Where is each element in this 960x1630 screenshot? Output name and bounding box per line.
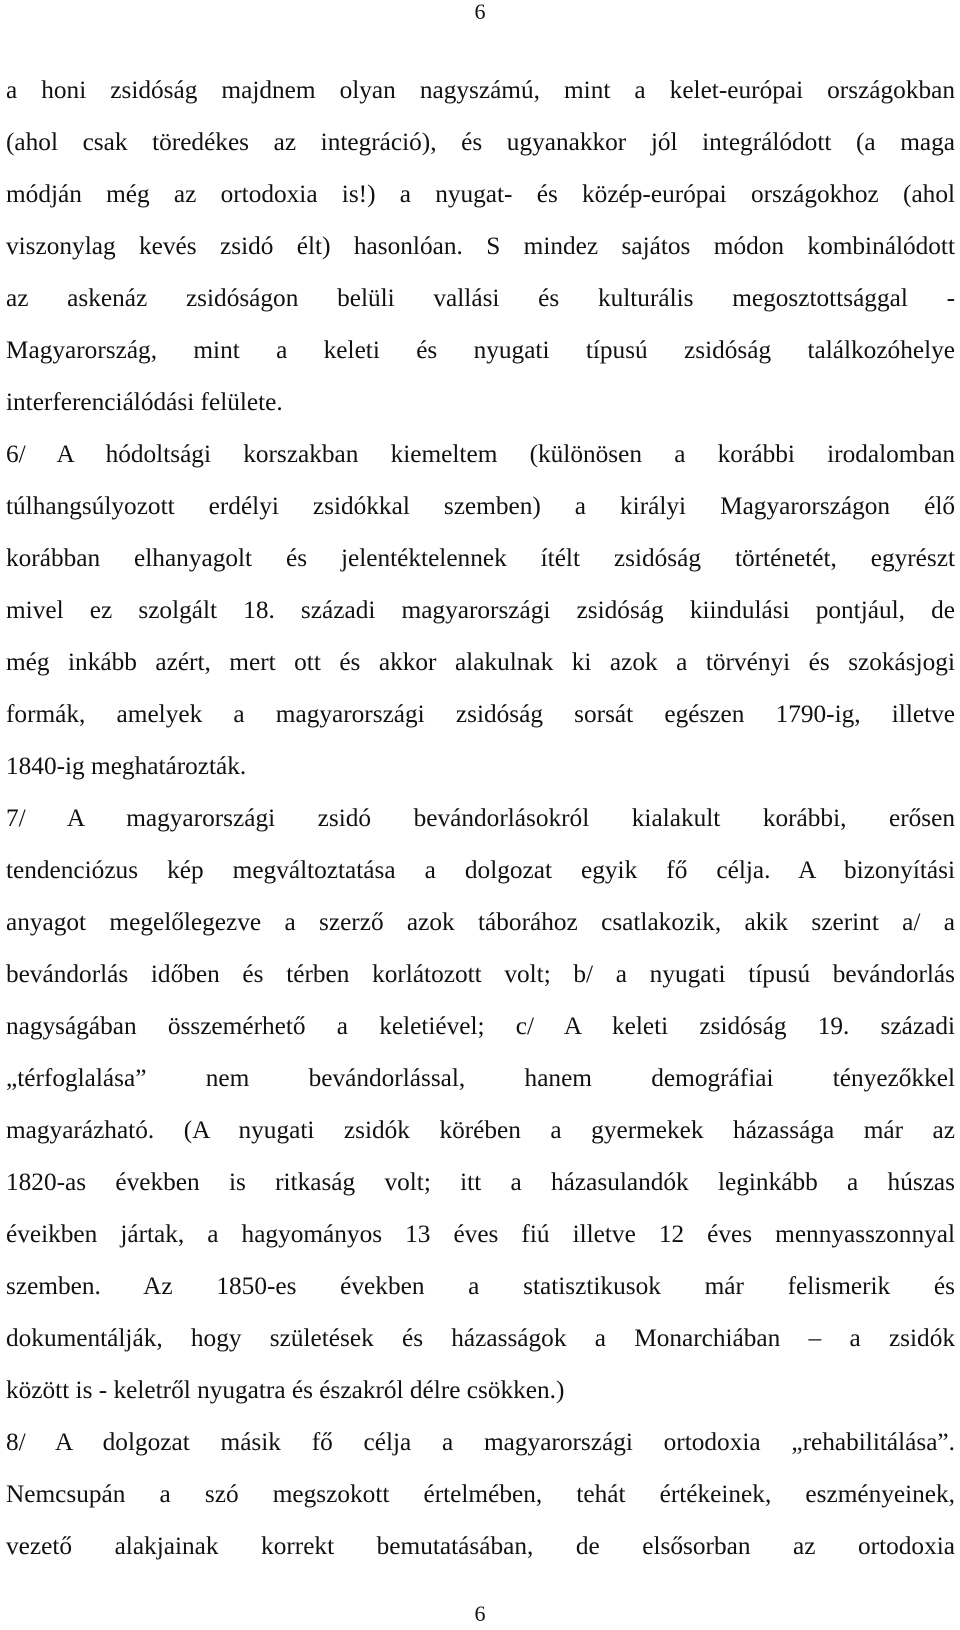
page-number-bottom: 6 xyxy=(474,1601,486,1626)
text-line: 8/ A dolgozat másik fő célja a magyarországi ortodoxia „rehabilitálása”. xyxy=(6,1428,955,1456)
text-line: még inkább azért, mert ott és akkor alakulnak ki azok a törvényi és szokásjogi xyxy=(6,648,955,676)
paragraph xyxy=(6,792,955,1416)
text-line: tendenciózus kép megváltoztatása a dolgozat egyik fő célja. A bizonyítási xyxy=(6,856,955,884)
text-line: 1820-as években is ritkaság volt; itt a házasulandók leginkább a húszas xyxy=(6,1168,955,1196)
text-line: dokumentálják, hogy születések és házasságok a Monarchiában – a zsidók xyxy=(6,1324,955,1352)
text-line: éveikben jártak, a hagyományos 13 éves fiú illetve 12 éves mennyasszonnyal xyxy=(6,1220,955,1248)
text-line: módján még az ortodoxia is!) a nyugat- és közép-európai országokhoz (ahol xyxy=(6,180,955,208)
text-line: (ahol csak töredékes az integráció), és ugyanakkor jól integrálódott (a maga xyxy=(6,128,955,156)
text-line: között is - keletről nyugatra és északról délre csökken.) xyxy=(6,1376,565,1404)
text-line: 1840-ig meghatározták. xyxy=(6,752,247,780)
text-line: korábban elhanyagolt és jelentéktelennek ítélt zsidóság történetét, egyrészt xyxy=(6,544,955,572)
text-line: 6/ A hódoltsági korszakban kiemeltem (különösen a korábbi irodalomban xyxy=(6,440,955,468)
text-line: interferenciálódási felülete. xyxy=(6,388,283,416)
text-line: formák, amelyek a magyarországi zsidóság sorsát egészen 1790-ig, illetve xyxy=(6,700,955,728)
text-line: szemben. Az 1850-es években a statisztikusok már felismerik és xyxy=(6,1272,955,1300)
text-line: 7/ A magyarországi zsidó bevándorlásokról kialakult korábbi, erősen xyxy=(6,804,955,832)
text-line: anyagot megelőlegezve a szerző azok táborához csatlakozik, akik szerint a/ a xyxy=(6,908,955,936)
text-line: az askenáz zsidóságon belüli vallási és kulturális megosztottsággal - xyxy=(6,284,955,312)
text-line: bevándorlás időben és térben korlátozott volt; b/ a nyugati típusú bevándorlás xyxy=(6,960,955,988)
body-text xyxy=(6,64,955,1572)
text-line: vezető alakjainak korrekt bemutatásában, de elsősorban az ortodoxia xyxy=(6,1532,955,1560)
text-line: túlhangsúlyozott erdélyi zsidókkal szemben) a királyi Magyarországon élő xyxy=(6,492,955,520)
text-line: Nemcsupán a szó megszokott értelmében, tehát értékeinek, eszményeinek, xyxy=(6,1480,955,1508)
page-number-top: 6 xyxy=(474,0,486,24)
text-line: viszonylag kevés zsidó élt) hasonlóan. S mindez sajátos módon kombinálódott xyxy=(6,232,955,260)
paragraph xyxy=(6,1416,955,1572)
text-line: magyarázható. (A nyugati zsidók körében a gyermekek házassága már az xyxy=(6,1116,955,1144)
text-line: mivel ez szolgált 18. századi magyarországi zsidóság kiindulási pontjául, de xyxy=(6,596,955,624)
text-line: nagyságában összemérhető a keletiével; c/ A keleti zsidóság 19. századi xyxy=(6,1012,955,1040)
text-line: a honi zsidóság majdnem olyan nagyszámú, mint a kelet-európai országokban xyxy=(6,76,955,104)
paragraph xyxy=(6,428,955,792)
text-line: „térfoglalása” nem bevándorlással, hanem demográfiai tényezőkkel xyxy=(6,1064,955,1092)
paragraph xyxy=(6,64,955,428)
text-line: Magyarország, mint a keleti és nyugati típusú zsidóság találkozóhelye xyxy=(6,336,955,364)
